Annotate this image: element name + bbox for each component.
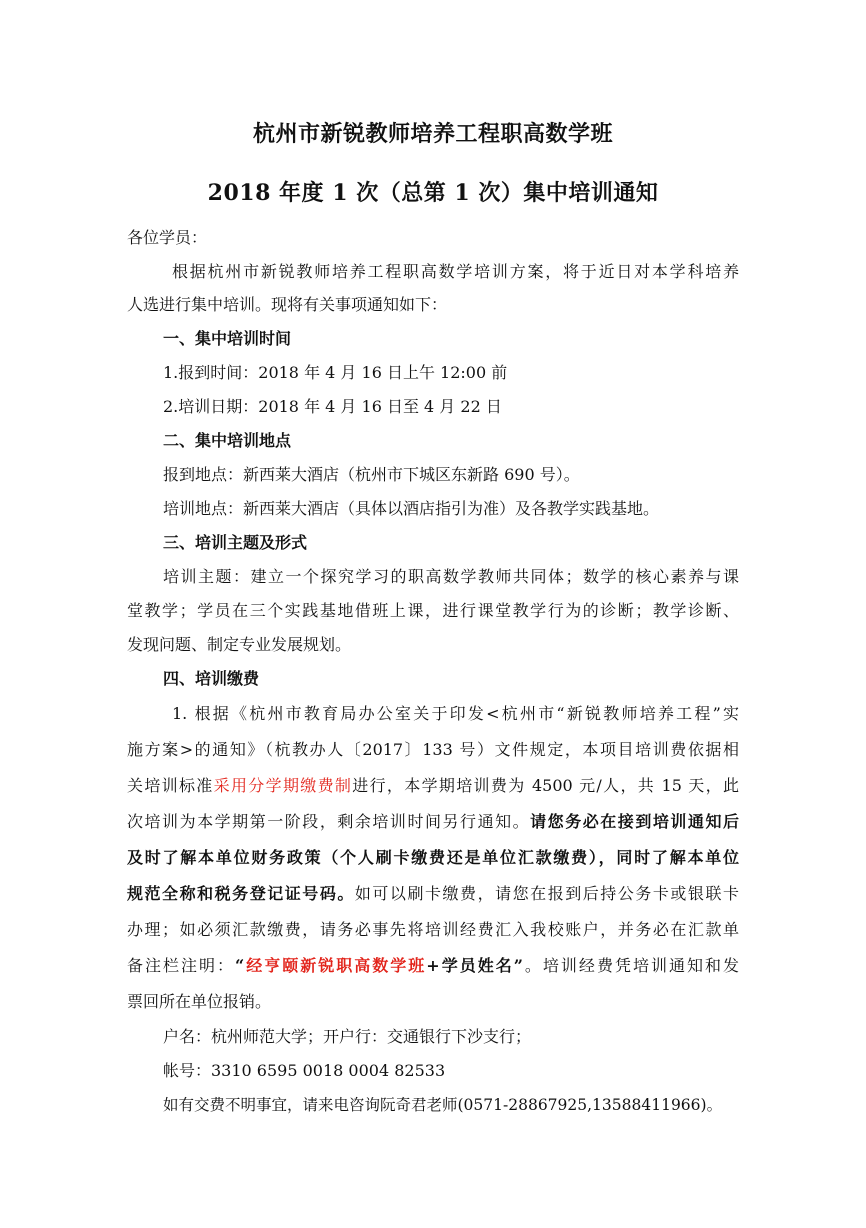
training-place: 培训地点：新西莱大酒店（具体以酒店指引为准）及各教学实践基地。: [163, 499, 660, 518]
report-place: 报到地点：新西莱大酒店（杭州市下城区东新路 690 号）。: [163, 465, 580, 484]
intro-line-2: 人选进行集中培训。现将有关事项通知如下：: [127, 295, 448, 314]
fee-line-2: 施方案>的通知》（杭教办人〔2017〕133 号）文件规定，本项目培训费依据相: [127, 740, 739, 759]
theme-line-1: 培训主题：建立一个探究学习的职高数学教师共同体；数学的核心素养与课: [163, 567, 739, 586]
account-number: 帐号：3310 6595 0018 0004 82533: [163, 1061, 446, 1080]
account-name: 户名：杭州师范大学；开户行：交通银行下沙支行；: [163, 1027, 532, 1046]
training-dates: 2.培训日期：2018 年 4 月 16 日至 4 月 22 日: [163, 397, 502, 416]
fee-line-5: 及时了解本单位财务政策（个人刷卡缴费还是单位汇款缴费），同时了解本单位: [127, 848, 739, 867]
fee-line-4-start: 次培训为本学期第一阶段，剩余培训时间另行通知。: [127, 812, 531, 831]
report-time: 1.报到时间：2018 年 4 月 16 日上午 12:00 前: [163, 363, 508, 382]
fee-line-8-start: 备注栏注明：: [127, 956, 236, 975]
fee-line-6-bold: 规范全称和税务登记证号码。: [127, 884, 355, 903]
fee-line-6-end: 如可以刷卡缴费，请您在报到后持公务卡或银联卡: [354, 884, 739, 903]
remark-quote-open: “: [235, 956, 245, 975]
fee-line-1: 1. 根据《杭州市教育局办公室关于印发<杭州市“新锐教师培养工程”实: [172, 704, 739, 723]
fee-line-9: 票回所在单位报销。: [127, 992, 272, 1011]
fee-line-4: [127, 812, 739, 832]
fee-line-3-start: 关培训标准: [127, 776, 214, 795]
fee-line-4-bold: 请您务必在接到培训通知后: [530, 812, 739, 831]
installment-policy-highlight: 采用分学期缴费制: [213, 776, 353, 795]
section-3-heading: 三、培训主题及形式: [163, 533, 308, 552]
contact-info: 如有交费不明事宜，请来电咨询阮奇君老师(0571-28867925,13588411966)。: [163, 1096, 723, 1114]
remark-class-name-highlight: 经亨颐新锐职高数学班: [244, 956, 427, 975]
fee-line-8-end: 。培训经费凭培训通知和发: [522, 956, 739, 975]
intro-line-1: 根据杭州市新锐教师培养工程职高数学培训方案，将于近日对本学科培养: [172, 262, 739, 281]
fee-line-3: [127, 776, 739, 796]
theme-line-3: 发现问题、制定专业发展规划。: [127, 635, 352, 654]
fee-line-7: 办理；如必须汇款缴费，请务必事先将培训经费汇入我校账户，并务必在汇款单: [127, 920, 739, 939]
section-2-heading: 二、集中培训地点: [163, 431, 292, 450]
section-4-heading: 四、培训缴费: [163, 669, 260, 688]
remark-student-name: +学员姓名”: [426, 956, 523, 975]
fee-line-3-end: 进行，本学期培训费为 4500 元/人，共 15 天，此: [352, 776, 739, 795]
document-subtitle: 2018 年度 1 次（总第 1 次）集中培训通知: [207, 180, 659, 206]
section-1-heading: 一、集中培训时间: [163, 329, 292, 348]
fee-line-6: [127, 884, 739, 904]
salutation: 各位学员：: [127, 228, 208, 247]
theme-line-2: 堂教学；学员在三个实践基地借班上课，进行课堂教学行为的诊断；教学诊断、: [127, 601, 739, 620]
fee-line-8: [127, 956, 739, 976]
document-title: 杭州市新锐教师培养工程职高数学班: [252, 121, 613, 147]
